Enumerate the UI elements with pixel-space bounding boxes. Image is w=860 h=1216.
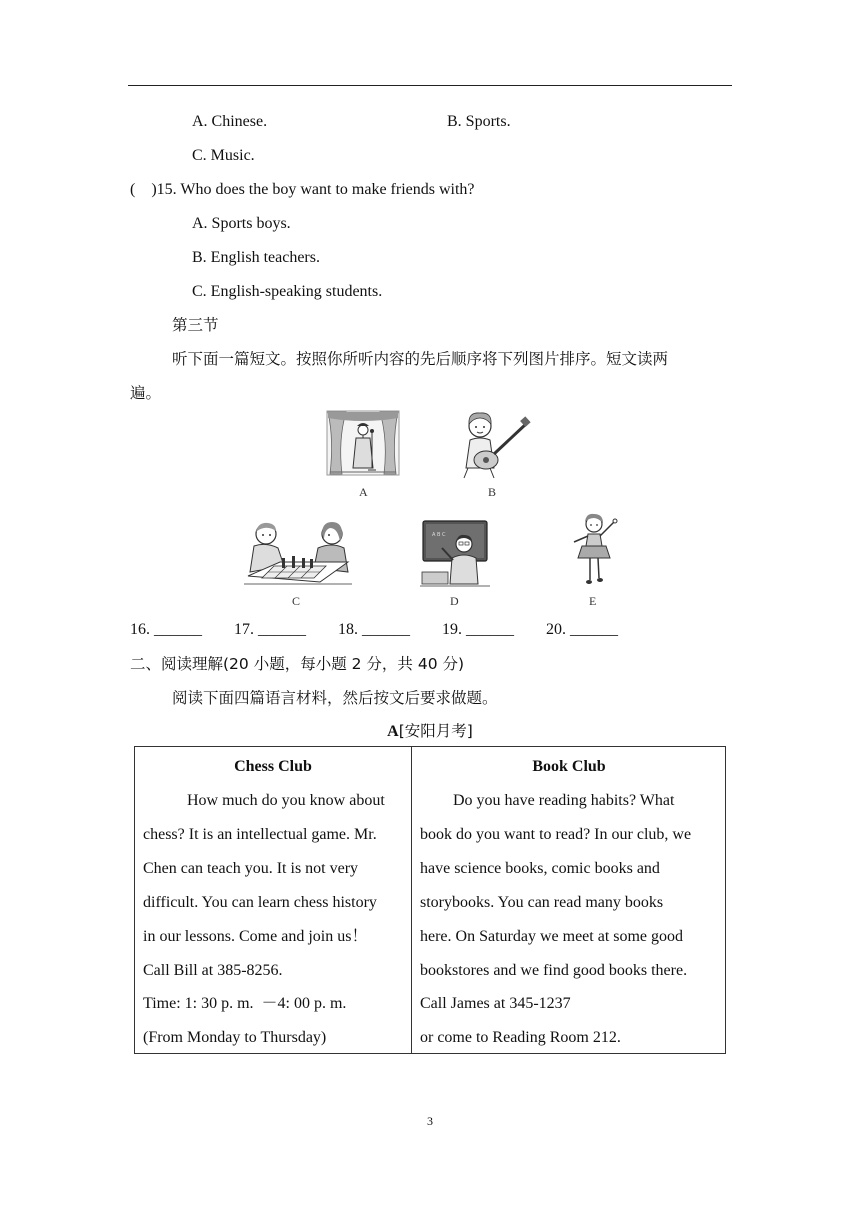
- book-club-cell: [412, 747, 726, 1054]
- chess-club-days: (From Monday to Thursday): [143, 1029, 327, 1046]
- section3-instruction-line2: 遍。: [130, 384, 162, 402]
- q15-option-a[interactable]: A. Sports boys.: [192, 215, 291, 232]
- chess-club-line: How much do you know about: [187, 792, 385, 809]
- chess-club-line: difficult. You can learn chess history: [143, 894, 377, 911]
- page-number: 3: [427, 1114, 433, 1128]
- book-club-line: storybooks. You can read many books: [420, 894, 664, 911]
- picture-label-e: E: [589, 594, 597, 608]
- book-club-heading: Book Club: [532, 758, 606, 775]
- part2-instruction: 阅读下面四篇语言材料，然后按文后要求做题。: [172, 689, 498, 707]
- passage-title: [0, 721, 860, 742]
- book-club-line: Do you have reading habits? What: [453, 792, 675, 809]
- chess-club-time: Time: 1: 30 p. m. －4: 00 p. m.: [143, 995, 347, 1012]
- answer-blank-20[interactable]: 20. ______: [546, 621, 618, 638]
- q14-option-b[interactable]: B. Sports.: [447, 113, 511, 130]
- chess-club-heading: Chess Club: [234, 758, 312, 775]
- picture-label-c: C: [292, 594, 301, 608]
- section3-title: 第三节: [172, 316, 219, 334]
- svg-text:A B C: A B C: [432, 532, 446, 538]
- part2-title: 二、阅读理解(20 小题，每小题 2 分，共 40 分): [130, 655, 465, 673]
- book-club-line: have science books, comic books and: [420, 860, 660, 877]
- answer-blank-18[interactable]: 18. ______: [338, 621, 410, 638]
- passage-title-letter: A: [387, 723, 399, 740]
- answer-blank-16[interactable]: 16. ______: [130, 621, 202, 638]
- book-club-room: or come to Reading Room 212.: [420, 1029, 621, 1046]
- chess-club-cell: [135, 747, 412, 1054]
- answer-blank-17[interactable]: 17. ______: [234, 621, 306, 638]
- chess-club-line: chess? It is an intellectual game. Mr.: [143, 826, 377, 843]
- guitar-girl-icon: [456, 410, 532, 480]
- book-club-phone: Call James at 345-1237: [420, 995, 571, 1012]
- book-club-line: here. On Saturday we meet at some good: [420, 928, 684, 945]
- book-club-line: bookstores and we find good books there.: [420, 962, 688, 979]
- teacher-board-icon: [420, 518, 490, 588]
- header-rule: [128, 85, 732, 86]
- q15-option-b[interactable]: B. English teachers.: [192, 249, 320, 266]
- q14-option-c[interactable]: C. Music.: [192, 147, 255, 164]
- q15-option-c[interactable]: C. English-speaking students.: [192, 283, 383, 300]
- picture-label-a: A: [359, 485, 368, 499]
- q15-question: ( )15. Who does the boy want to make friends with?: [130, 181, 475, 198]
- book-club-line: book do you want to read? In our club, we: [420, 826, 692, 843]
- clubs-table: [134, 746, 726, 1054]
- chess-club-line: Chen can teach you. It is not very: [143, 860, 359, 877]
- answer-blank-19[interactable]: 19. ______: [442, 621, 514, 638]
- dancing-girl-icon: [568, 512, 622, 590]
- picture-label-b: B: [488, 485, 497, 499]
- passage-title-source: [安阳月考]: [398, 722, 473, 740]
- section3-instruction-line1: 听下面一篇短文。按照你所听内容的先后顺序将下列图片排序。短文读两: [172, 350, 669, 368]
- chess-club-phone: Call Bill at 385-8256.: [143, 962, 283, 979]
- chess-players-icon: [244, 518, 352, 588]
- picture-label-d: D: [450, 594, 459, 608]
- q14-option-a[interactable]: A. Chinese.: [192, 113, 268, 130]
- stage-singer-icon: [326, 410, 400, 476]
- chess-club-line: in our lessons. Come and join us！: [143, 928, 368, 945]
